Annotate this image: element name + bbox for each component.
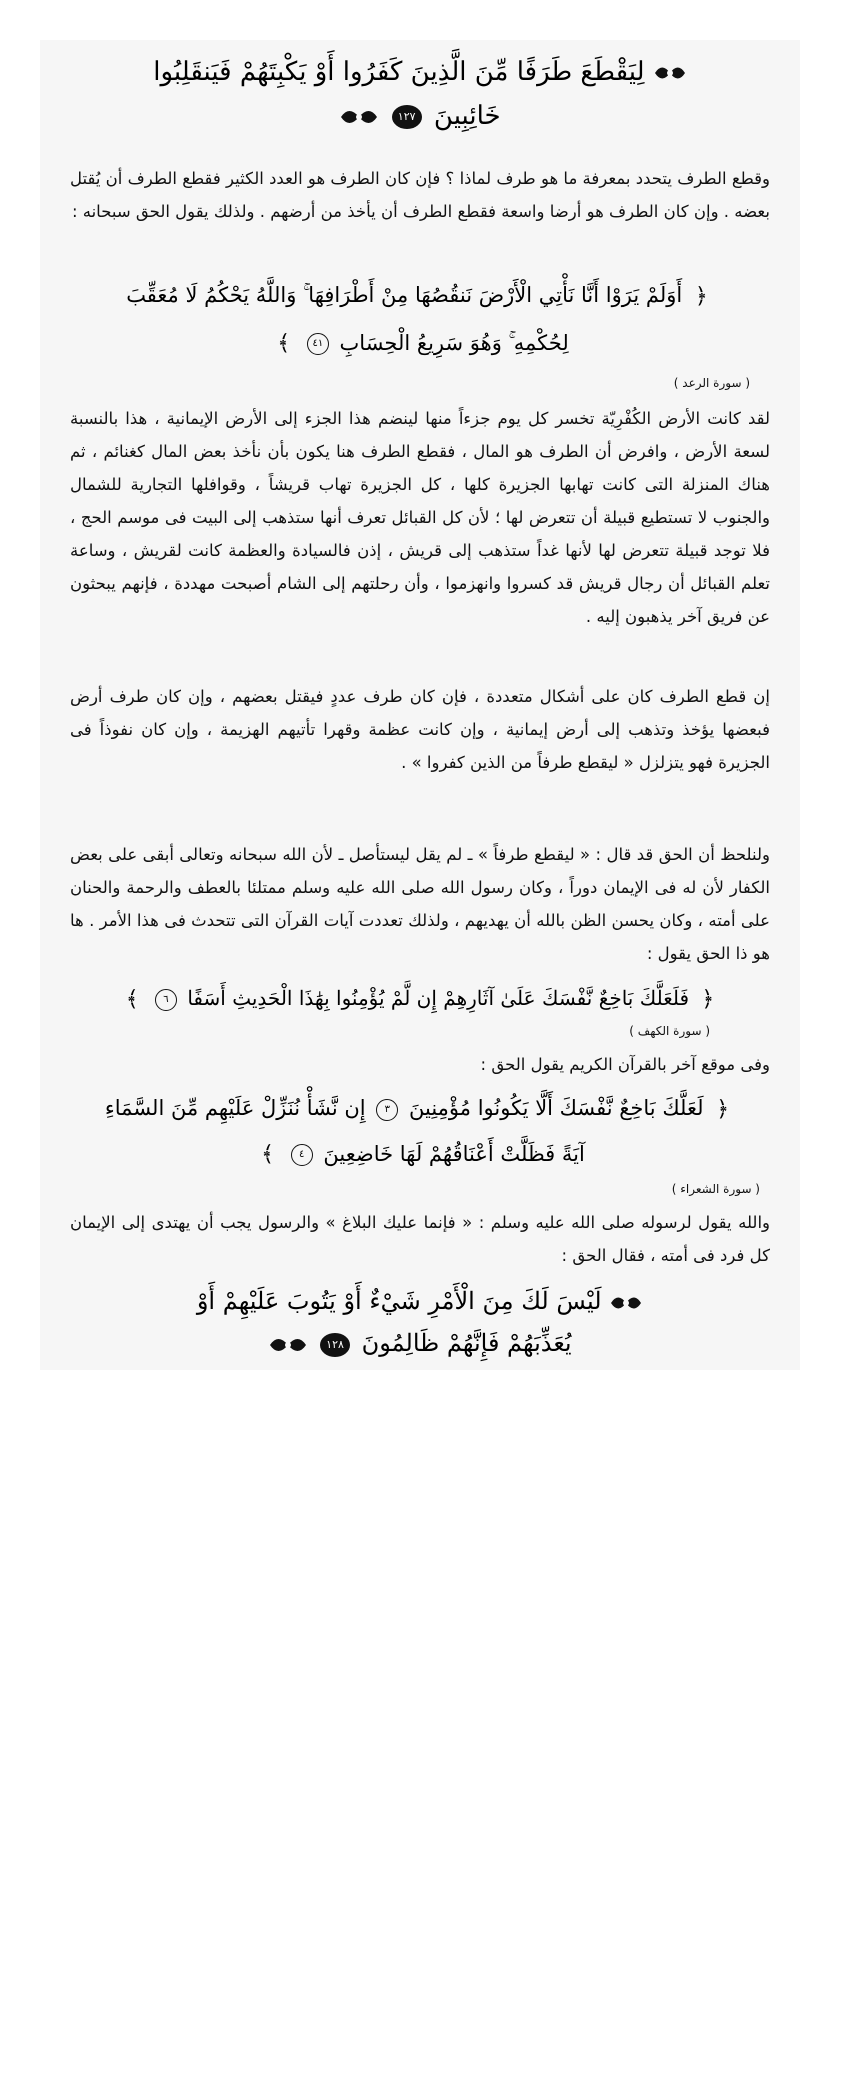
surah-source-shuara: ( سورة الشعراء ) bbox=[671, 1182, 760, 1196]
paragraph-3: إن قطع الطرف كان على أشكال متعددة ، فإن كان طرف عددٍ فيقتل بعضهم ، وإن كان طرف أرض فبعضها يؤخذ وتذهب إلى أرض إيمانية ، وإن كانت عظمة وقهرا تأتيهم الهزيمة ، وإن كان نفوذاً فى الجزيرة فهو يتزلزل « ليقطع طرفاً من الذين كفروا » . bbox=[70, 687, 770, 772]
open-bracket: ﴿ bbox=[716, 1096, 730, 1122]
verse-text: لَيْسَ لَكَ مِنَ الْأَمْرِ شَيْءٌ أَوْ يَتُوبَ عَلَيْهِمْ أَوْ bbox=[196, 1287, 602, 1315]
surah-source-raad: ( سورة الرعد ) bbox=[673, 376, 750, 390]
verse-raad bbox=[70, 272, 770, 367]
verse-number: ٤ bbox=[291, 1144, 313, 1166]
close-bracket: ﴾ bbox=[261, 1142, 275, 1167]
verse-text: خَائِبِينَ bbox=[433, 101, 501, 131]
verse-text: آيَةً فَظَلَّتْ أَعْنَاقُهُمْ لَهَا خَاضِعِينَ bbox=[323, 1141, 585, 1166]
verse-line-1 bbox=[70, 1086, 770, 1132]
verse-127 bbox=[100, 50, 740, 138]
verse-line-2 bbox=[100, 1322, 740, 1364]
verse-line-2 bbox=[70, 1132, 770, 1178]
verse-text: لِيَقْطَعَ طَرَفًا مِّنَ الَّذِينَ كَفَرُوا أَوْ يَكْبِتَهُمْ فَيَنقَلِبُوا bbox=[153, 57, 645, 87]
verse-line-1 bbox=[100, 50, 740, 94]
book-page bbox=[40, 40, 800, 1370]
open-bracket: ﴿ bbox=[701, 986, 715, 1012]
verse-text: فَلَعَلَّكَ بَاخِعٌ نَّفْسَكَ عَلَىٰ آثَارِهِمْ إِن لَّمْ يُؤْمِنُوا بِهَٰذَا الْحَدِيثِ أَسَفًا bbox=[187, 986, 690, 1010]
paragraph-1: وقطع الطرف يتحدد بمعرفة ما هو طرف لماذا ؟ فإن كان الطرف هو العدد الكثير فقطع الطرف أن يُقتل بعضه . وإن كان الطرف هو أرضا واسعة فقطع الطرف أن يأخذ من أرضهم . ولذلك يقول الحق سبحانه : bbox=[70, 169, 770, 221]
verse-line-2 bbox=[70, 320, 770, 368]
paragraph-2: لقد كانت الأرض الكُفْرِيّة تخسر كل يوم جزءاً منها لينضم هذا الجزء إلى الأرض الإيمانية ، هذا بالنسبة لسعة الأرض ، وافرض أن الطرف هو المال ، فقطع الطرف هنا يكون بأن نأخذ بعض المال كغنائم ، ثم هناك المنزلة التى كانت تهابها الجزيرة كلها ، كل الجزيرة تهاب قريشاً ، وقوافلها التجارية للشمال والجنوب لا تستطيع قبيلة أن تتعرض لها ؛ لأن كل القبائل تعرف أنها ستذهب إلى البيت فى موسم الحج ، فلا توجد قبيلة تتعرض لها لأنها غداً ستذهب إلى قريش ، إذن فالسيادة والعظمة كانت لقريش ، وساعة تعلم القبائل أن رجال قريش قد كسروا وانهزموا ، وأن رحلتهم إلى الشام أصبحت مهددة ، فإنهم يبحثون عن فريق آخر يذهبون إليه . bbox=[70, 409, 770, 626]
verse-line-1 bbox=[100, 1280, 740, 1322]
verse-line-1 bbox=[70, 272, 770, 320]
verse-text: أَوَلَمْ يَرَوْا أَنَّا نَأْتِي الْأَرْضَ نَنقُصُهَا مِنْ أَطْرَافِهَا ۚ وَاللَّهُ يَحْكُمُ لَا مُعَقِّبَ bbox=[126, 283, 683, 307]
verse-text: إِن نَّشَأْ نُنَزِّلْ عَلَيْهِم مِّنَ السَّمَاءِ bbox=[104, 1096, 366, 1120]
verse-start-ornament-icon bbox=[609, 1290, 643, 1316]
verse-text: لَعَلَّكَ بَاخِعٌ نَّفْسَكَ أَلَّا يَكُونُوا مُؤْمِنِينَ bbox=[409, 1096, 704, 1120]
surah-source-kahf: ( سورة الكهف ) bbox=[629, 1024, 710, 1038]
verse-number: ٦ bbox=[155, 989, 177, 1011]
paragraph-5: وفى موقع آخر بالقرآن الكريم يقول الحق : bbox=[480, 1055, 770, 1074]
verse-end-ornament-icon bbox=[339, 104, 379, 130]
verse-number: ٣ bbox=[376, 1099, 398, 1121]
verse-text: لِحُكْمِهِ ۚ وَهُوَ سَرِيعُ الْحِسَابِ bbox=[339, 330, 569, 355]
paragraph-6: والله يقول لرسوله صلى الله عليه وسلم : « فإنما عليك البلاغ » والرسول يجب أن يهتدى إلى الإيمان كل فرد فى أمته ، فقال الحق : bbox=[70, 1213, 770, 1265]
verse-128 bbox=[100, 1280, 740, 1364]
verse-number: ٤١ bbox=[307, 333, 329, 355]
close-bracket: ﴾ bbox=[125, 986, 139, 1012]
verse-text: يُعَذِّبَهُمْ فَإِنَّهُمْ ظَالِمُونَ bbox=[361, 1329, 572, 1357]
verse-line-2 bbox=[100, 94, 740, 138]
open-bracket: ﴿ bbox=[694, 283, 708, 309]
verse-start-ornament-icon bbox=[653, 60, 687, 86]
verse-number-badge: ١٢٧ bbox=[392, 105, 422, 129]
verse-number-badge: ١٢٨ bbox=[320, 1333, 350, 1357]
paragraph-4: ولنلحظ أن الحق قد قال : « ليقطع طرفاً » ـ لم يقل ليستأصل ـ لأن الله سبحانه وتعالى أبقى على بعض الكفار لأن له فى الإيمان دوراً ، وكان رسول الله صلى الله عليه وسلم ممتلئا بالعطف والرحمة والحنان على أمته ، وكان يحسن الظن بالله أن يهديهم ، ولذلك تعددت آيات القرآن التى تتحدث فى هذا الأمر . ها هو ذا الحق يقول : bbox=[70, 845, 770, 963]
close-bracket: ﴾ bbox=[277, 331, 291, 356]
verse-kahf bbox=[70, 978, 770, 1020]
verse-shuara bbox=[70, 1086, 770, 1177]
verse-end-ornament-icon bbox=[268, 1332, 308, 1358]
